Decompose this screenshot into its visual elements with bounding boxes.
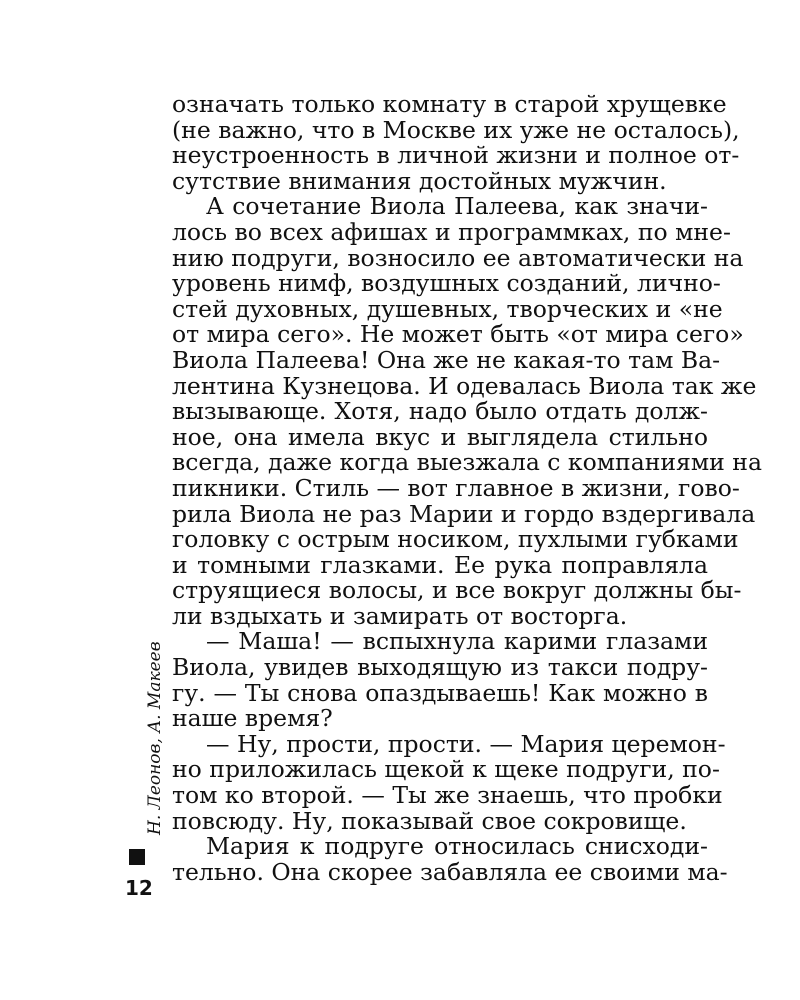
text-line: ли вздыхать и замирать от восторга. <box>172 601 628 630</box>
text-line: означать только комнату в старой хрущевке <box>172 90 727 118</box>
text-line: гу. — Ты снова опаздываешь! Как можно в <box>172 678 708 707</box>
text-line: наше время? <box>172 704 333 733</box>
text-line: сутствие внимания достойных мужчин. <box>172 166 667 195</box>
text-line: струящиеся волосы, и все вокруг должны бы- <box>172 576 742 605</box>
running-head-authors: Н. Леонов, А. Макеев <box>145 641 165 835</box>
text-line: но приложилась щекой к щеке подруги, по- <box>172 755 720 784</box>
text-line: всегда, даже когда выезжала с компаниями на <box>172 448 762 477</box>
text-line: тельно. Она скорее забавляла ее своими ма- <box>172 857 728 886</box>
text-line: повсюду. Ну, показывай свое сокровище. <box>172 806 687 835</box>
text-line: Мария к подруге относилась снисходи- <box>206 832 708 861</box>
page-number: 12 <box>125 876 153 900</box>
text-line: (не важно, что в Москве их уже не осталось), <box>172 115 740 144</box>
text-line: нию подруги, возносило ее автоматически на <box>172 243 744 272</box>
text-line: пикники. Стиль — вот главное в жизни, гово- <box>172 473 740 502</box>
body-text <box>172 90 762 886</box>
text-line: вызывающе. Хотя, надо было отдать долж- <box>172 397 708 426</box>
text-line: Виола Палеева! Она же не какая-то там Ва- <box>172 345 721 374</box>
text-line: стей духовных, душевных, творческих и «не <box>172 294 723 323</box>
text-line: уровень нимф, воздушных созданий, лично- <box>172 269 721 298</box>
text-line: — Маша! — вспыхнула карими глазами <box>206 627 708 656</box>
text-line: и томными глазками. Ее рука поправляла <box>172 550 708 579</box>
text-line: Виола, увидев выходящую из такси подру- <box>172 653 708 682</box>
text-line: лось во всех афишах и программках, по мне- <box>172 217 731 246</box>
square-marker-icon <box>129 849 145 865</box>
text-line: А сочетание Виола Палеева, как значи- <box>206 192 708 221</box>
text-line: — Ну, прости, прости. — Мария церемон- <box>206 729 726 758</box>
text-line: лентина Кузнецова. И одевалась Виола так же <box>172 371 757 400</box>
text-line: рила Виола не раз Марии и гордо вздергивала <box>172 499 756 528</box>
text-line: ное, она имела вкус и выглядела стильно <box>172 422 708 451</box>
text-line: том ко второй. — Ты же знаешь, что пробки <box>172 781 723 810</box>
text-line: головку с острым носиком, пухлыми губками <box>172 525 739 554</box>
text-line: неустроенность в личной жизни и полное от- <box>172 141 740 170</box>
text-line: от мира сего». Не может быть «от мира сего» <box>172 320 744 349</box>
